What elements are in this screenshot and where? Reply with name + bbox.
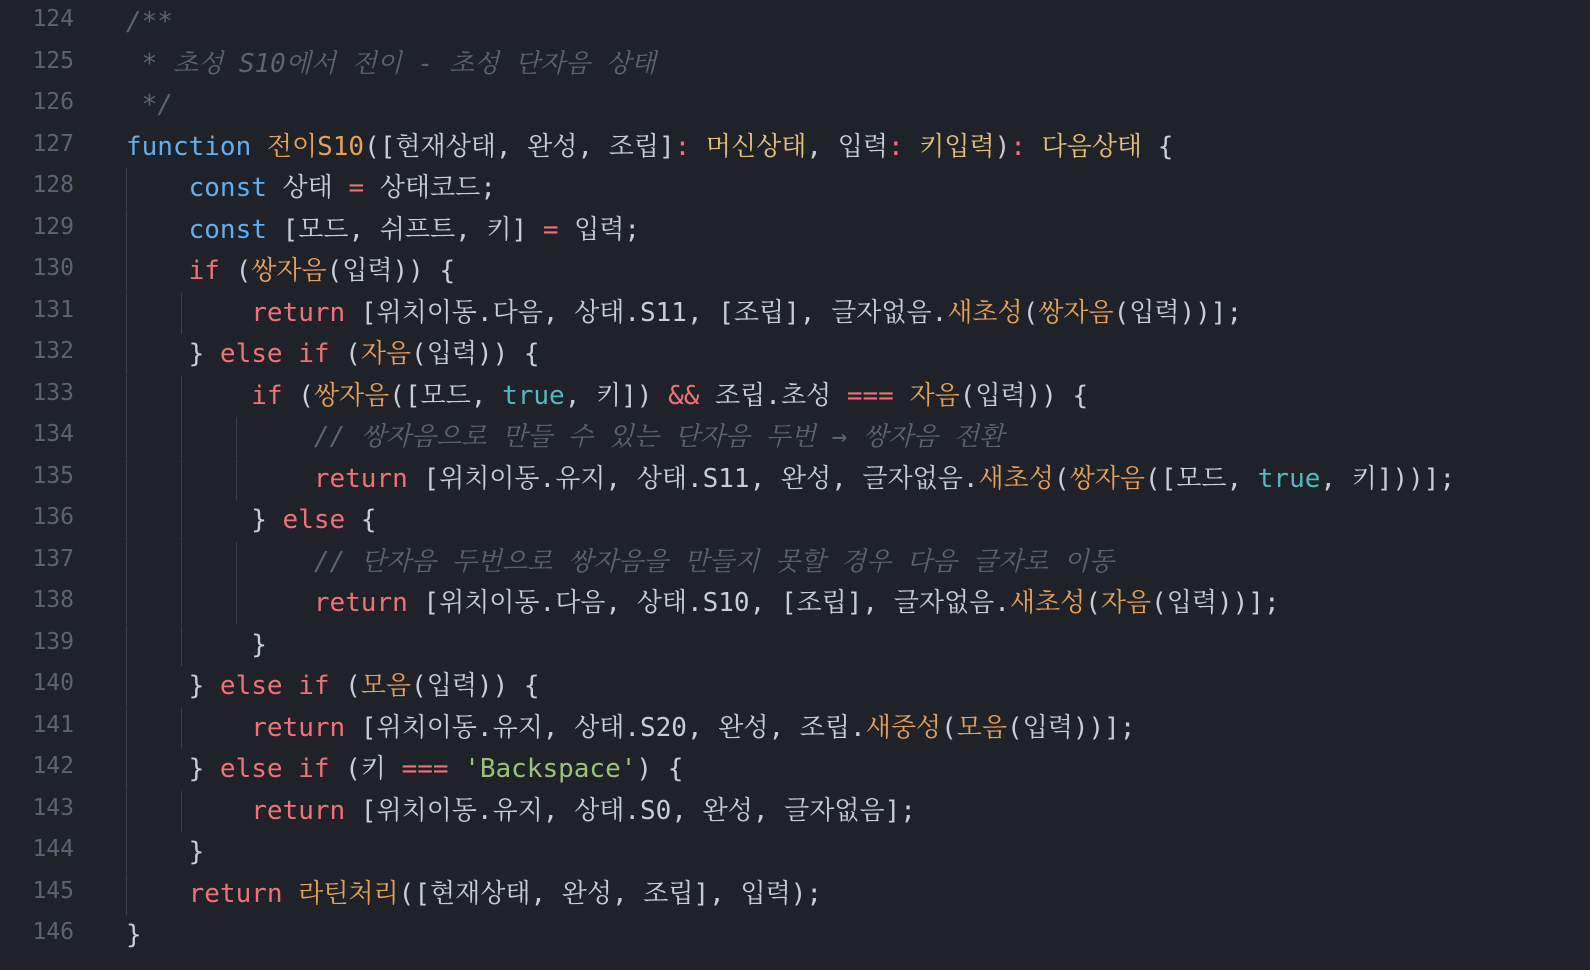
line-number: 129 <box>32 213 74 240</box>
token-fn: 새초성 <box>978 463 1054 494</box>
token-bool: true <box>502 380 565 411</box>
code-line[interactable] <box>0 791 1590 832</box>
token-pn: (입력))]; <box>1006 712 1136 743</box>
code-line[interactable] <box>0 708 1590 749</box>
token-pn: [위치이동.유지, 상태.S11, 완성, 글자없음. <box>407 463 979 494</box>
token-pn: (입력))]; <box>1151 588 1280 618</box>
token-pn <box>126 256 189 286</box>
code-text <box>126 793 916 829</box>
line-number: 135 <box>32 462 74 489</box>
token-pn: [위치이동.유지, 상태.S20, 완성, 조립. <box>345 712 866 743</box>
token-pn <box>690 132 706 162</box>
token-pn <box>126 464 314 494</box>
code-line[interactable] <box>0 583 1590 624</box>
token-pn: } <box>126 837 205 867</box>
line-number: 128 <box>32 172 74 198</box>
token-fn: 새초성 <box>1009 588 1086 618</box>
code-line[interactable] <box>0 168 1590 209</box>
code-line[interactable] <box>0 874 1590 915</box>
code-text <box>126 834 204 870</box>
token-pn: ([현재상태, 완성, 조립] <box>364 131 675 162</box>
code-line[interactable] <box>0 915 1590 956</box>
token-fn: 모음 <box>956 712 1007 743</box>
token-op: = <box>348 173 365 203</box>
token-pn: , 키]))]; <box>1320 463 1456 494</box>
code-line[interactable] <box>0 210 1590 251</box>
token-pn: } <box>126 671 220 701</box>
token-kw: return <box>251 712 346 743</box>
token-pn: (입력)) { <box>959 380 1089 411</box>
token-pn: } <box>126 629 267 660</box>
token-kw: else if <box>219 671 330 701</box>
token-pn: ( <box>219 256 252 286</box>
code-line[interactable] <box>0 251 1590 292</box>
token-pn: (입력)) { <box>411 339 540 369</box>
code-text <box>126 876 822 912</box>
token-pn: 입력; <box>558 214 641 245</box>
line-number: 146 <box>32 919 74 945</box>
token-fn: 쌍자음 <box>1069 463 1145 494</box>
token-pn: ) <box>994 131 1011 162</box>
token-pn <box>126 173 189 203</box>
token-op: === <box>846 380 894 411</box>
code-text <box>126 917 142 953</box>
token-fn: 쌍자음 <box>313 380 390 411</box>
token-pn: (입력)) { <box>411 671 540 701</box>
token-cm: // 단자음 두번으로 쌍자음을 만들지 못할 경우 다음 글자로 이동 <box>313 546 1114 577</box>
token-pn: } <box>126 920 142 950</box>
token-op: && <box>668 380 700 411</box>
token-pn <box>126 588 314 618</box>
token-fn: 새중성 <box>865 712 942 743</box>
token-pn <box>1026 132 1042 162</box>
code-text <box>126 751 683 787</box>
line-number: 136 <box>32 504 74 530</box>
token-pn: [위치이동.유지, 상태.S0, 완성, 글자없음]; <box>345 795 916 826</box>
code-text <box>126 627 267 663</box>
token-cm: * 초성 S10에서 전이 - 초성 단자음 상태 <box>126 48 657 79</box>
token-pn: (입력)) { <box>326 256 456 286</box>
line-number: 140 <box>32 670 74 696</box>
line-number: 141 <box>32 711 74 738</box>
token-pn: ) { <box>636 754 684 784</box>
token-kw: if <box>188 256 220 286</box>
token-pn: ( <box>1085 588 1101 618</box>
token-cm: /** <box>126 7 173 37</box>
token-fn: 자음 <box>360 339 412 369</box>
token-fn: 쌍자음 <box>1038 297 1114 328</box>
code-line[interactable] <box>0 500 1590 541</box>
code-line[interactable] <box>0 749 1590 790</box>
code-text <box>126 4 173 40</box>
token-pn: 상태코드; <box>364 173 496 203</box>
token-ty: 머신상태 <box>705 131 807 162</box>
code-line[interactable] <box>0 666 1590 707</box>
token-op: = <box>542 214 559 245</box>
token-kw: else if <box>219 754 330 784</box>
token-pn: ( <box>1053 463 1070 494</box>
token-pn <box>126 215 189 245</box>
code-line[interactable] <box>0 334 1590 375</box>
line-number: 124 <box>32 6 74 32</box>
token-pn <box>251 132 267 162</box>
token-fn: 쌍자음 <box>251 256 327 286</box>
token-fn: 모음 <box>360 671 412 701</box>
token-pn <box>126 713 251 743</box>
token-pn <box>449 754 465 784</box>
token-op: : <box>887 131 904 162</box>
token-kw: return <box>313 463 408 494</box>
line-number: 145 <box>32 877 74 904</box>
code-line[interactable] <box>0 376 1590 417</box>
token-pn: } <box>126 339 220 369</box>
token-decl: const <box>188 214 267 245</box>
token-kw: else if <box>219 339 330 369</box>
token-pn: { <box>345 505 377 535</box>
token-pn: [모드, 쉬프트, 키] <box>266 214 543 245</box>
code-line[interactable] <box>0 459 1590 500</box>
token-pn: ([모드, <box>389 380 503 411</box>
code-line[interactable] <box>0 2 1590 43</box>
code-text <box>126 585 1280 621</box>
code-text <box>126 668 540 704</box>
token-pn <box>126 298 251 328</box>
token-ty: 다음상태 <box>1041 131 1143 162</box>
line-number: 127 <box>32 130 74 157</box>
code-text <box>126 170 496 206</box>
token-decl: const <box>188 173 267 203</box>
token-kw: if <box>251 380 283 411</box>
line-number: 143 <box>32 794 74 821</box>
code-text <box>126 253 455 289</box>
token-pn: ( <box>941 712 957 743</box>
code-text <box>126 46 656 82</box>
code-text <box>126 461 1455 497</box>
token-pn: } <box>126 505 283 535</box>
token-kw: return <box>313 588 408 618</box>
token-fn: 자음 <box>909 380 960 411</box>
line-number: 131 <box>32 296 74 323</box>
code-text <box>126 710 1135 746</box>
token-fn: 새초성 <box>947 297 1023 328</box>
token-pn <box>904 132 920 162</box>
line-number: 132 <box>32 338 74 364</box>
code-text <box>126 87 173 123</box>
token-pn: ([현재상태, 완성, 조립], 입력); <box>398 878 823 909</box>
token-pn: , 입력 <box>806 131 888 162</box>
token-bool: true <box>1257 463 1321 494</box>
code-line[interactable] <box>0 127 1590 168</box>
line-number: 133 <box>32 379 74 406</box>
token-pn: ( <box>282 380 314 411</box>
code-line[interactable] <box>0 625 1590 666</box>
line-number: 138 <box>32 587 74 613</box>
token-pn <box>126 547 314 577</box>
token-kw: return <box>251 795 346 826</box>
token-pn <box>126 422 314 452</box>
code-text <box>126 212 640 248</box>
line-number: 126 <box>32 89 74 115</box>
token-pn: (키 <box>329 754 402 784</box>
token-pn: 조립.초성 <box>699 380 847 411</box>
token-pn: [위치이동.다음, 상태.S11, [조립], 글자없음. <box>345 297 948 328</box>
code-text <box>126 378 1088 414</box>
code-line[interactable] <box>0 44 1590 85</box>
code-text <box>126 129 1173 165</box>
token-fn: 라틴처리 <box>298 878 399 909</box>
code-text <box>126 295 1242 331</box>
token-cm: */ <box>126 90 173 120</box>
token-pn: (입력))]; <box>1113 297 1243 328</box>
token-fn: 전이S10 <box>266 131 365 162</box>
token-fn: 자음 <box>1100 588 1152 618</box>
token-str: 'Backspace' <box>464 754 637 784</box>
token-ty: 키입력 <box>919 131 995 162</box>
token-pn: , 키]) <box>564 380 669 411</box>
token-kw: else <box>282 505 346 535</box>
token-pn: ([모드, <box>1144 463 1258 494</box>
code-text <box>126 544 1114 580</box>
code-text <box>126 419 1004 455</box>
token-pn <box>894 381 910 411</box>
token-pn: ( <box>329 339 361 369</box>
line-number: 144 <box>32 836 74 862</box>
code-line[interactable] <box>0 542 1590 583</box>
token-pn <box>126 796 251 826</box>
token-pn <box>283 879 299 909</box>
code-line[interactable] <box>0 417 1590 458</box>
token-kw: return <box>188 878 283 909</box>
token-fkw: function <box>126 131 252 162</box>
token-pn <box>126 879 189 909</box>
token-op: === <box>401 754 449 784</box>
line-number: 130 <box>32 255 74 281</box>
code-text <box>126 336 540 372</box>
token-op: : <box>1010 131 1026 162</box>
line-number: 139 <box>32 628 74 655</box>
line-number: 125 <box>32 47 74 74</box>
line-number: 142 <box>32 753 74 779</box>
code-text <box>126 502 376 538</box>
token-pn <box>126 381 251 411</box>
code-line[interactable] <box>0 85 1590 126</box>
line-number: 134 <box>32 421 74 447</box>
token-pn: } <box>126 754 220 784</box>
token-pn: 상태 <box>266 173 349 203</box>
token-pn: ( <box>1022 297 1039 328</box>
line-number: 137 <box>32 545 74 572</box>
code-line[interactable] <box>0 832 1590 873</box>
token-kw: return <box>251 297 346 328</box>
token-pn: { <box>1142 131 1174 162</box>
token-pn: ( <box>329 671 361 701</box>
token-pn: [위치이동.다음, 상태.S10, [조립], 글자없음. <box>407 588 1010 618</box>
token-op: : <box>674 131 691 162</box>
code-line[interactable] <box>0 293 1590 334</box>
token-cm: // 쌍자음으로 만들 수 있는 단자음 두번 → 쌍자음 전환 <box>313 422 1005 452</box>
